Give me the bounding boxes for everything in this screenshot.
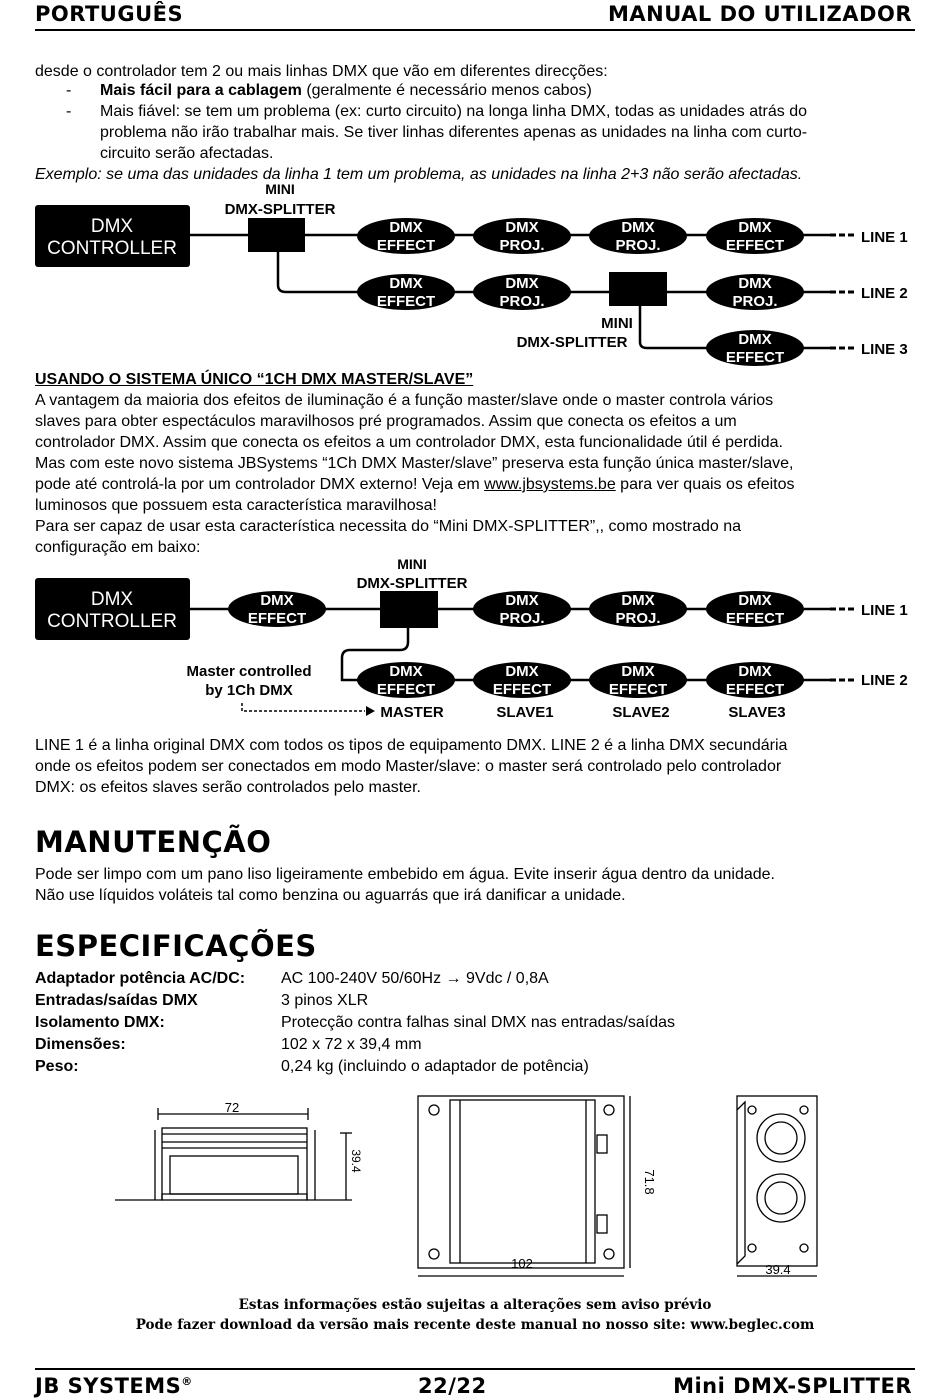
node-label: DMX [389,663,423,680]
node-label: DMX [505,592,539,609]
node-label: DMX [505,275,539,292]
bullet-2-line: circuito serão afectadas. [100,145,274,162]
node-label: PROJ. [499,610,545,627]
bullet-dash: - [66,103,72,120]
node-label: DMX [621,592,655,609]
footer-brand-text: JB SYSTEMS [35,1374,182,1398]
splitter-label: MINI [397,556,427,572]
para-line: A vantagem da maioria dos efeitos de iluminação é a função master/slave onde o master controla vários [35,392,774,409]
side-view-drawing [115,1108,352,1200]
bullet-1-bold: Mais fácil para a cablagem [100,82,302,99]
node-label: DMX [621,663,655,680]
spec-value: 3 pinos XLR [281,992,369,1009]
node-label: DMX [260,592,294,609]
intro-line: desde o controlador tem 2 ou mais linhas DMX que vão em diferentes direcções: [35,63,608,80]
para-line: slaves para obter espectáculos maravilhosos pré programados. Assim que conecta os efeitos a um [35,413,737,430]
para-line: LINE 1 é a linha original DMX com todos os tipos de equipamento DMX. LINE 2 é a linha DMX secundária [35,737,788,754]
dimension-label: 72 [224,1100,240,1115]
node-label: DMX [738,592,772,609]
header-language: PORTUGUÊS [35,2,184,26]
role-label: SLAVE1 [496,704,554,721]
footer-rule [35,1368,915,1370]
line-label: LINE 3 [861,341,908,358]
para-line: controlador DMX. Assim que conecta os efeitos a um controlador DMX, esta funcionalidade útil é perdida. [35,434,783,451]
para-line: DMX: os efeitos slaves serão controlados pelo master. [35,779,421,796]
master-controlled-label: Master controlled [186,663,312,680]
master-controlled-label: by 1Ch DMX [205,682,293,699]
para-line: luminosos que possuem esta característica maravilhosa! [35,497,437,514]
spec-value: AC 100-240V 50/60Hz → 9Vdc / 0,8A [281,970,549,987]
splitter-label: DMX-SPLITTER [516,334,628,351]
bullet-1 [100,80,912,101]
bullet-2-line: problema não irão trabalhar mais. Se tiver linhas diferentes apenas as unidades na linha com curto- [100,124,808,141]
controller-label: DMX [90,589,134,610]
para-line: Pode ser limpo com um pano liso ligeiramente embebido em água. Evite inserir água dentro da unidade. [35,866,775,883]
node-label: PROJ. [499,237,545,254]
bullet-2-line: Mais fiável: se tem um problema (ex: curto circuito) na longa linha DMX, todas as unidades atrás do [100,103,807,120]
splitter-label: MINI [601,315,633,332]
footer-product-name: Mini DMX-SPLITTER [673,1374,912,1398]
node-label: EFFECT [725,610,785,627]
line-label: LINE 1 [861,602,908,619]
node-label: DMX [738,331,772,348]
node-label: DMX [738,219,772,236]
splitter-label: MINI [265,181,295,197]
spec-key: Entradas/saídas DMX [35,992,198,1009]
para-line [35,474,912,495]
bullet-1-rest: (geralmente é necessário menos cabos) [301,82,592,99]
role-label: SLAVE2 [612,704,670,721]
node-label: EFFECT [725,681,785,698]
footer-page-number: 22/22 [418,1374,487,1398]
controller-label: CONTROLLER [47,611,177,632]
footnote-line: Estas informações estão sujeitas a alterações sem aviso prévio [238,1297,712,1313]
role-label: MASTER [380,704,444,721]
mini-splitter-box [609,272,667,306]
spec-value: 0,24 kg (incluindo o adaptador de potência) [281,1058,589,1075]
front-view-drawing [737,1096,817,1276]
footer-brand [35,1374,193,1398]
node-label: PROJ. [732,293,778,310]
line-label: LINE 2 [861,672,908,689]
mini-splitter-box [380,591,438,628]
registered-mark: ® [181,1375,193,1388]
spec-value: 102 x 72 x 39,4 mm [281,1036,422,1053]
line-label: LINE 2 [861,285,908,302]
maintenance-heading: MANUTENÇÃO [35,825,272,859]
node-label: DMX [621,219,655,236]
dmx-splitter-diagram-2 [0,552,950,724]
node-label: PROJ. [615,237,661,254]
header-manual-title: MANUAL DO UTILIZADOR [608,2,912,26]
para-line: configuração em baixo: [35,539,201,556]
dimension-label: 39.4 [349,1149,363,1173]
role-label: SLAVE3 [728,704,786,721]
node-label: DMX [389,275,423,292]
para-text: para ver quais os efeitos [615,476,795,493]
splitter-label: DMX-SPLITTER [356,575,468,592]
para-line: Não use líquidos voláteis tal como benzina ou aguarrás que irá danificar a unidade. [35,887,626,904]
node-label: DMX [738,275,772,292]
node-label: EFFECT [492,681,552,698]
node-label: EFFECT [376,293,436,310]
dimension-label: 39.4 [765,1262,791,1277]
specs-heading: ESPECIFICAÇÕES [35,929,317,963]
dimension-label: 71.8 [642,1169,657,1195]
jbsystems-link[interactable]: www.jbsystems.be [484,476,616,493]
para-line: Mas com este novo sistema JBSystems “1Ch DMX Master/slave” preserva esta função única master/slave, [35,455,794,472]
node-label: PROJ. [499,293,545,310]
section-heading: USANDO O SISTEMA ÚNICO “1CH DMX MASTER/SLAVE” [35,371,474,388]
node-label: DMX [505,219,539,236]
node-label: EFFECT [725,237,785,254]
para-text: pode até controlá-la por um controlador DMX externo! Veja em [35,476,485,493]
line-label: LINE 1 [861,229,908,246]
dimension-label: 102 [511,1256,533,1271]
node-label: EFFECT [247,610,307,627]
splitter-label: DMX-SPLITTER [224,201,336,218]
example-text: Exemplo: se uma das unidades da linha 1 tem um problema, as unidades na linha 2+3 não serão afectadas. [35,166,803,183]
spec-key: Peso: [35,1058,79,1075]
bullet-dash: - [66,82,72,99]
technical-drawings [0,1090,950,1285]
node-label: EFFECT [376,237,436,254]
spec-key: Isolamento DMX: [35,1014,165,1031]
node-label: DMX [389,219,423,236]
dmx-splitter-diagram-1 [0,180,950,370]
para-line: onde os efeitos podem ser conectados em modo Master/slave: o master será controlado pelo controlador [35,758,782,775]
node-label: DMX [738,663,772,680]
node-label: EFFECT [608,681,668,698]
mini-splitter-box [248,218,305,252]
controller-label: DMX [90,216,134,237]
header-rule [35,29,915,31]
controller-label: CONTROLLER [47,238,177,259]
top-view-drawing [418,1096,630,1276]
node-label: DMX [505,663,539,680]
spec-value: Protecção contra falhas sinal DMX nas entradas/saídas [281,1014,675,1031]
spec-key: Dimensões: [35,1036,126,1053]
spec-key: Adaptador potência AC/DC: [35,970,246,987]
footnote-line: Pode fazer download da versão mais recente deste manual no nosso site: www.beglec.com [135,1317,815,1333]
para-line: Para ser capaz de usar esta característica necessita do “Mini DMX-SPLITTER”,, como mostrado na [35,518,742,535]
node-label: EFFECT [725,349,785,366]
node-label: PROJ. [615,610,661,627]
node-label: EFFECT [376,681,436,698]
